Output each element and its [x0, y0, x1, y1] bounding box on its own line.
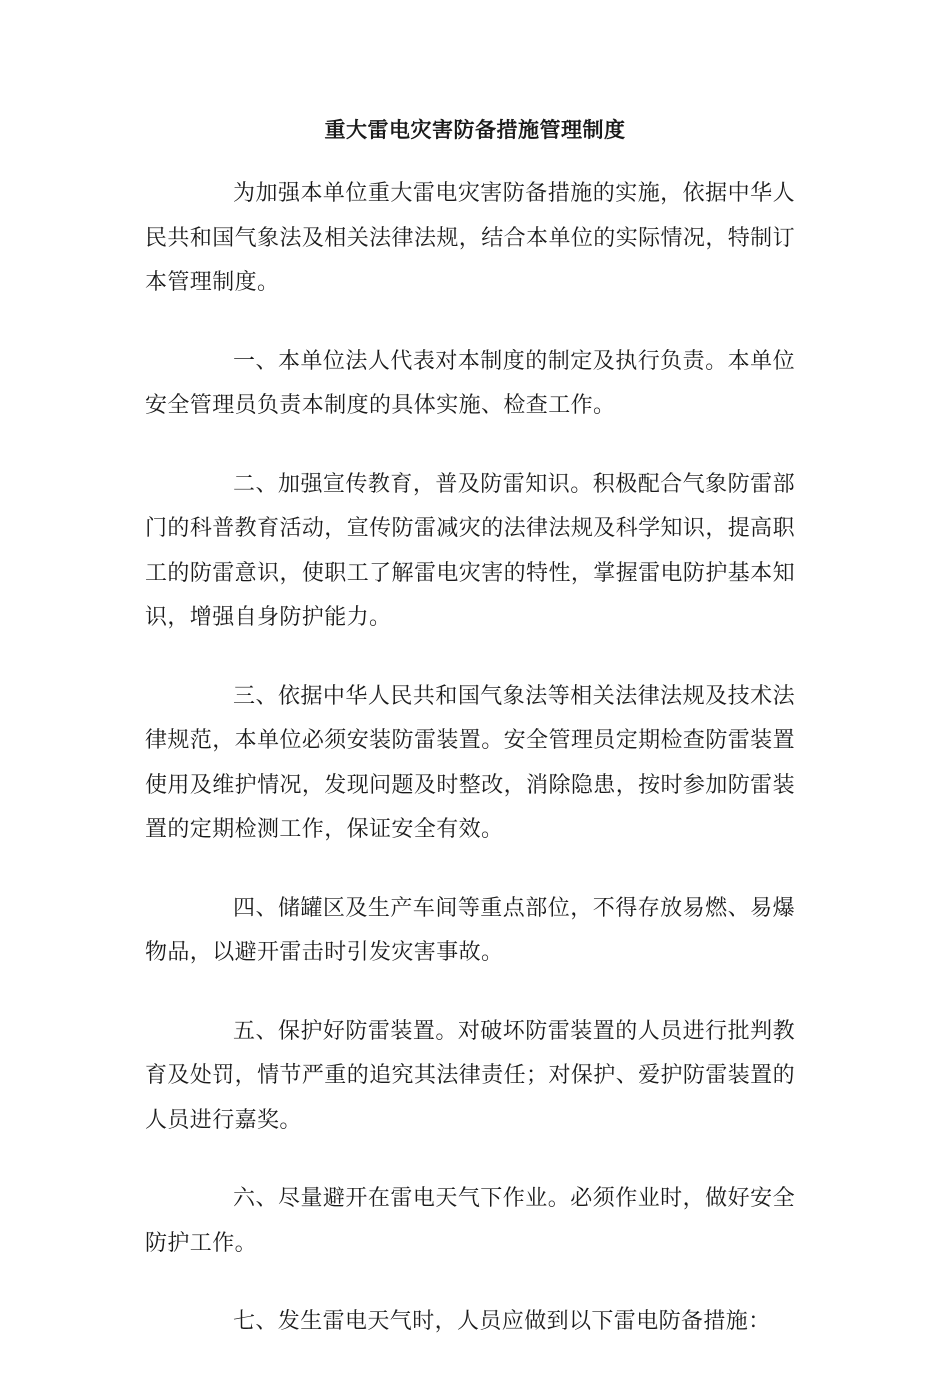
clause-4-paragraph: 四、储罐区及生产车间等重点部位，不得存放易燃、易爆物品，以避开雷击时引发灾害事故。 [145, 895, 795, 965]
clause-5-paragraph: 五、保护好防雷装置。对破坏防雷装置的人员进行批判教育及处罚，情节严重的追究其法律责任；对保护、爱护防雷装置的人员进行嘉奖。 [145, 1018, 795, 1133]
clause-6-paragraph: 六、尽量避开在雷电天气下作业。必须作业时，做好安全防护工作。 [145, 1186, 795, 1256]
intro-paragraph: 为加强本单位重大雷电灾害防备措施的实施，依据中华人民共和国气象法及相关法律法规，结合本单位的实际情况，特制订本管理制度。 [145, 181, 795, 295]
clause-2-paragraph: 二、加强宣传教育，普及防雷知识。积极配合气象防雷部门的科普教育活动，宣传防雷减灾的法律法规及科学知识，提高职工的防雷意识，使职工了解雷电灾害的特性，掌握雷电防护基本知识，增强自身防护能力。 [145, 471, 795, 630]
clause-7-paragraph: 七、发生雷电天气时，人员应做到以下雷电防备措施： [233, 1309, 771, 1334]
clause-3-paragraph: 三、依据中华人民共和国气象法等相关法律法规及技术法律规范，本单位必须安装防雷装置。安全管理员定期检查防雷装置使用及维护情况，发现问题及时整改，消除隐患，按时参加防雷装置的定期检测工作，保证安全有效。 [145, 683, 795, 842]
document-body [145, 172, 795, 1379]
document-title: 重大雷电灾害防备措施管理制度 [324, 117, 626, 142]
clause-1-paragraph: 一、本单位法人代表对本制度的制定及执行负责。本单位安全管理员负责本制度的具体实施、检查工作。 [145, 348, 795, 418]
